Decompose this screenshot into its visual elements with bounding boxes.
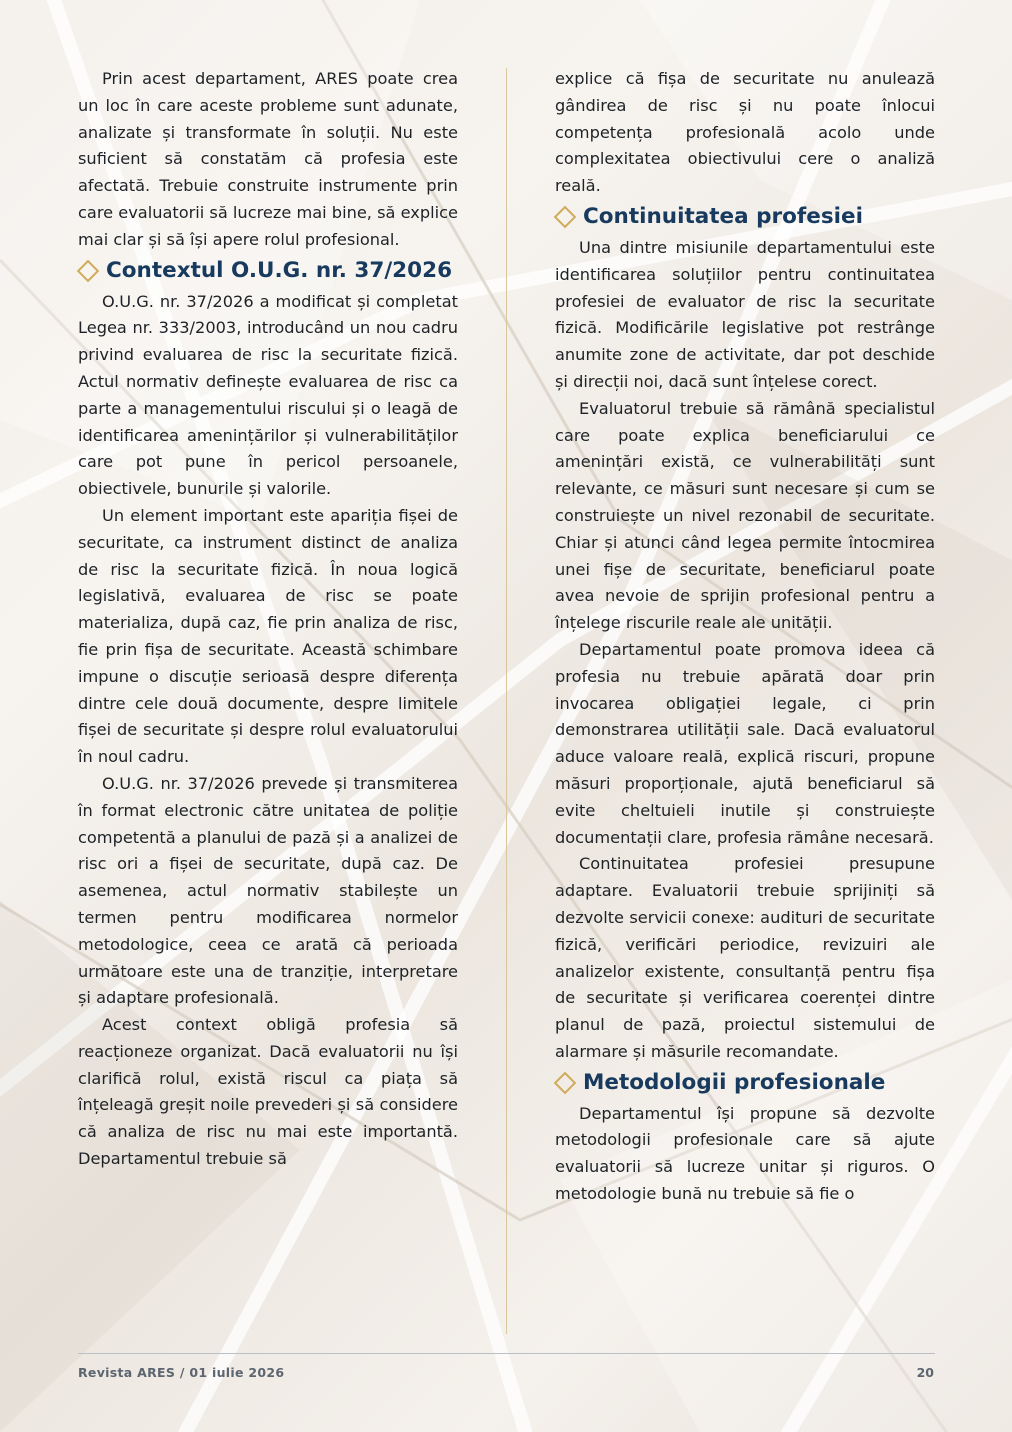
paragraph: Una dintre misiunile departamentului este identificarea soluțiilor pentru continuitatea profesiei de evaluator de risc la securitate fizică. Modificările legislative pot restrânge anumite zone de activitate, dar pot deschide și direcții noi, dacă sunt înțelese corect.	[555, 237, 935, 391]
left-column	[78, 66, 458, 1173]
paragraph: Prin acest departament, ARES poate crea un loc în care aceste probleme sunt adunate, analizate și transformate în soluții. Nu este suficient să constatăm că profesia este afectată. Trebuie construite instrumente prin care evaluatorii să lucreze mai bine, să explice mai clar și să își apere rolul profesional.	[78, 69, 458, 249]
right-column	[555, 66, 935, 1208]
section-heading-oug-context	[78, 256, 458, 285]
footer-publication: Revista ARES / 01 iulie 2026	[78, 1365, 285, 1380]
heading-text: Continuitatea profesiei	[583, 203, 863, 229]
footer-divider	[78, 1353, 935, 1354]
page-number: 20	[916, 1365, 934, 1380]
paragraph: Continuitatea profesiei presupune adaptare. Evaluatorii trebuie sprijiniți să dezvolte servicii conexe: audituri de securitate fizică, verificări periodice, revizuiri ale analizelor existente, consultanță pentru fișa de securitate și verificarea coerenței dintre planul de pază, proiectul sistemului de alarmare și măsurile recomandate.	[555, 854, 935, 1061]
paragraph: O.U.G. nr. 37/2026 a modificat și completat Legea nr. 333/2003, introducând un nou cadru privind evaluarea de risc la securitate fizică. Actul normativ definește evaluarea de risc ca parte a managementului riscului și o leagă de identificarea amenințărilor și vulnerabilităților care pot pune în pericol persoanele, obiectivele, bunurile și valorile.	[78, 291, 458, 499]
diamond-bullet-icon	[554, 1071, 577, 1094]
paragraph-continuation: explice că fișa de securitate nu anulează gândirea de risc și nu poate înlocui competența profesională acolo unde complexitatea obiectivului cere o analiză reală.	[555, 69, 935, 196]
paragraph: Departamentul își propune să dezvolte metodologii profesionale care să ajute evaluatorii să lucreze unitar și riguros. O metodologie bună nu trebuie să fie o	[555, 1103, 935, 1204]
paragraph: Un element important este apariția fișei de securitate, ca instrument distinct de analiza de risc la securitate fizică. În noua logică legislativă, evaluarea de risc se poate materializa, după caz, fie prin analiza de risc, fie prin fișa de securitate. Această schimbare impune o discuție serioasă despre diferența dintre cele două documente, despre limitele fișei de securitate și despre rolul evaluatorului în noul cadru.	[78, 505, 458, 767]
heading-text: Metodologii profesionale	[583, 1069, 886, 1095]
paragraph: Evaluatorul trebuie să rămână specialistul care poate explica beneficiarului ce amenințări există, ce vulnerabilități sunt relevante, ce măsuri sunt necesare și cum se construiește un nivel rezonabil de securitate. Chiar și atunci când legea permite întocmirea unei fișe de securitate, beneficiarul poate avea nevoie de sprijin profesional pentru a înțelege riscurile reale ale unității.	[555, 398, 935, 633]
diamond-bullet-icon	[77, 259, 100, 282]
column-divider	[506, 68, 507, 1334]
section-heading-methodologies	[555, 1068, 935, 1097]
paragraph: Departamentul poate promova ideea că profesia nu trebuie apărată doar prin invocarea obligației legale, ci prin demonstrarea utilității sale. Dacă evaluatorul aduce valoare reală, explică riscuri, propune măsuri proporționale, ajută beneficiarul să evite cheltuieli inutile și construiește documentații clare, profesia rămâne necesară.	[555, 639, 935, 847]
diamond-bullet-icon	[554, 206, 577, 229]
paragraph: Acest context obligă profesia să reacționeze organizat. Dacă evaluatorii nu își clarifică rolul, există riscul ca piața să înțeleagă greșit noile prevederi și să considere că analiza de risc nu mai este importantă. Departamentul trebuie să	[78, 1015, 458, 1169]
heading-text: Contextul O.U.G. nr. 37/2026	[106, 257, 453, 283]
paragraph: O.U.G. nr. 37/2026 prevede și transmiterea în format electronic către unitatea de poliție competentă a planului de pază și a analizei de risc ori a fișei de securitate, după caz. De asemenea, actul normativ stabilește un termen pentru modificarea normelor metodologice, ceea ce arată că perioada următoare este una de tranziție, interpretare și adaptare profesională.	[78, 773, 458, 1008]
section-heading-continuity	[555, 202, 935, 231]
